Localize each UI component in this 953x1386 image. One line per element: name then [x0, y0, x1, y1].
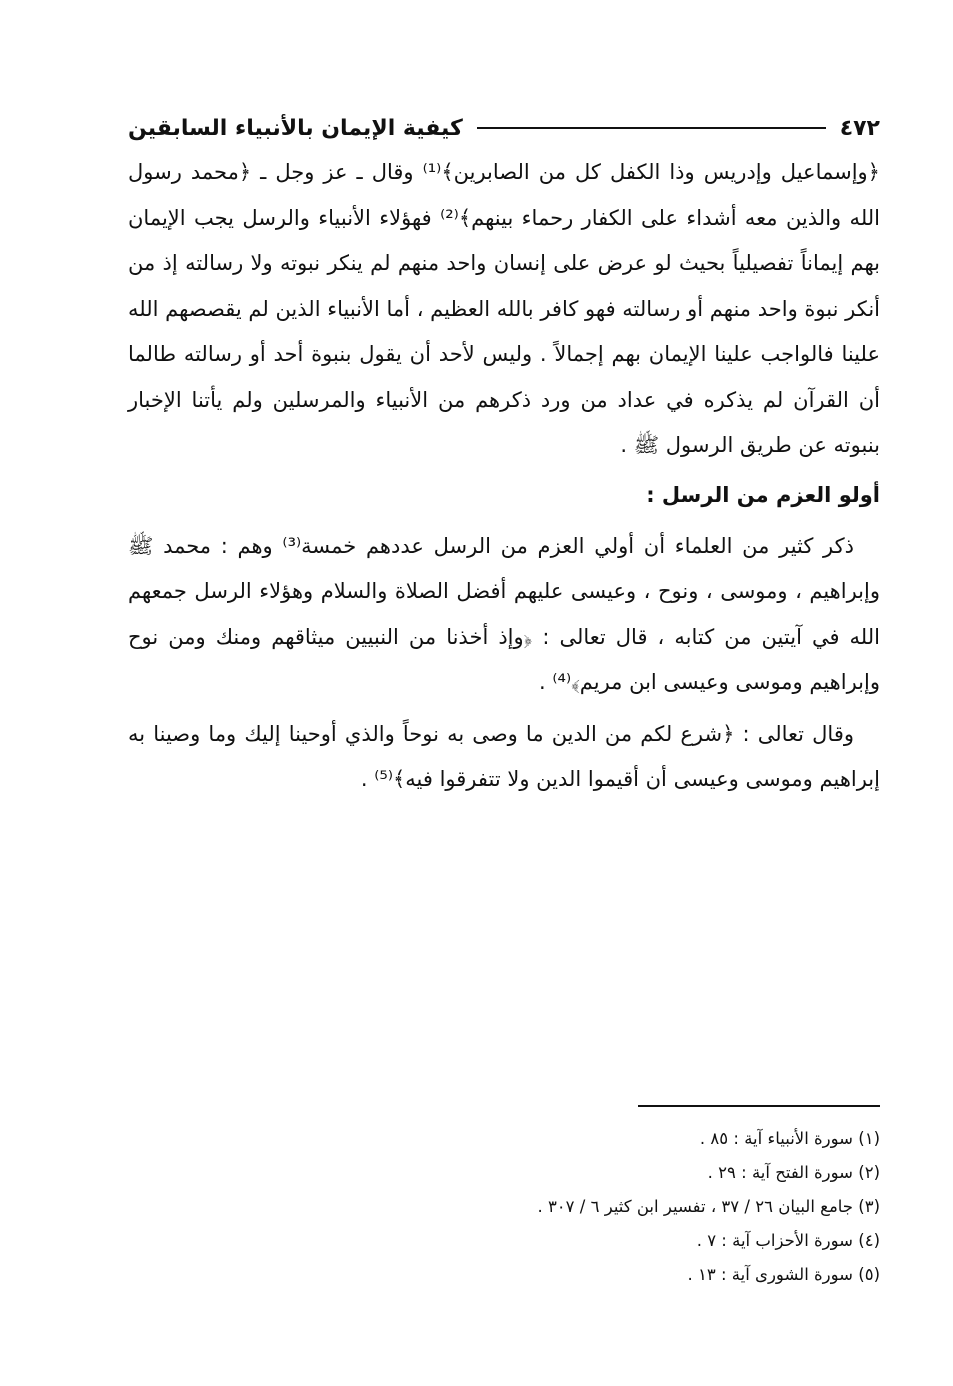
paragraph-1: ﴿وإسماعيل وإدريس وذا الكفل كل من الصابرين﴾⁽¹⁾ وقال ـ عز وجل ـ ﴿محمد رسول الله والذين معه أشداء على الكفار رحماء بينهم﴾⁽²⁾ فهؤلاء الأنبياء والرسل يجب الإيمان بهم إيماناً تفصيلياً بحيث لو عرض على إنسان واحد منهم لم ينكر نبوته ولا رسالته إذ من أنكر نبوة واحد منهم أو رسالته فهو كافر بالله العظيم ، أما الأنبياء الذين لم يقصصهم الله علينا فالواجب علينا الإيمان بهم إجمالاً . وليس لأحد أن يقول بنبوة أحد أو رسالته طالما أن القرآن لم يذكره في عداد من ورد ذكرهم من الأنبياء والمرسلين ولم يأتنا الإخبار بنبوته عن طريق الرسول ﷺ .	[128, 160, 881, 457]
footnote-4: (٤) سورة الأحزاب آية : ٧ .	[696, 1231, 880, 1250]
footnote-1: (١) سورة الأنبياء آية : ٨٥ .	[699, 1129, 880, 1148]
page-number: ٤٧٢	[839, 115, 880, 141]
footnote-5: (٥) سورة الشورى آية : ١٣ .	[687, 1265, 880, 1284]
paragraph-2: ذكر كثير من العلماء أن أولي العزم من الرسل عددهم خمسة⁽³⁾ وهم : محمد ﷺ وإبراهيم ، وموسى ، ونوح ، وعيسى عليهم أفضل الصلاة والسلام وهؤلاء الرسل جمعهم الله في آيتين من كتابه ، قال تعالى : ﴿وإذ أخذنا من النبيين ميثاقهم ومنك ومن نوح وإبراهيم وموسى وعيسى ابن مريم﴾⁽⁴⁾ .	[128, 533, 880, 694]
running-title: كيفية الإيمان بالأنبياء السابقين	[128, 115, 463, 141]
main-text	[128, 150, 880, 803]
header-rule	[477, 127, 826, 129]
footnote-separator	[638, 1105, 880, 1107]
section-heading: أولو العزم من الرسل :	[646, 482, 880, 507]
page-header	[128, 108, 880, 148]
footnotes-list	[400, 1122, 880, 1292]
footnote-3: (٣) جامع البيان ٢٦ / ٣٧ ، تفسير ابن كثير ٦ / ٣٠٧ .	[537, 1197, 880, 1216]
footnote-2: (٢) سورة الفتح آية : ٢٩ .	[707, 1163, 880, 1182]
paragraph-3: وقال تعالى : ﴿شرع لكم من الدين ما وصى به نوحاً والذي أوحينا إليك وما وصينا به إبراهيم وموسى وعيسى أن أقيموا الدين ولا تتفرقوا فيه﴾⁽⁵⁾ .	[128, 721, 880, 791]
